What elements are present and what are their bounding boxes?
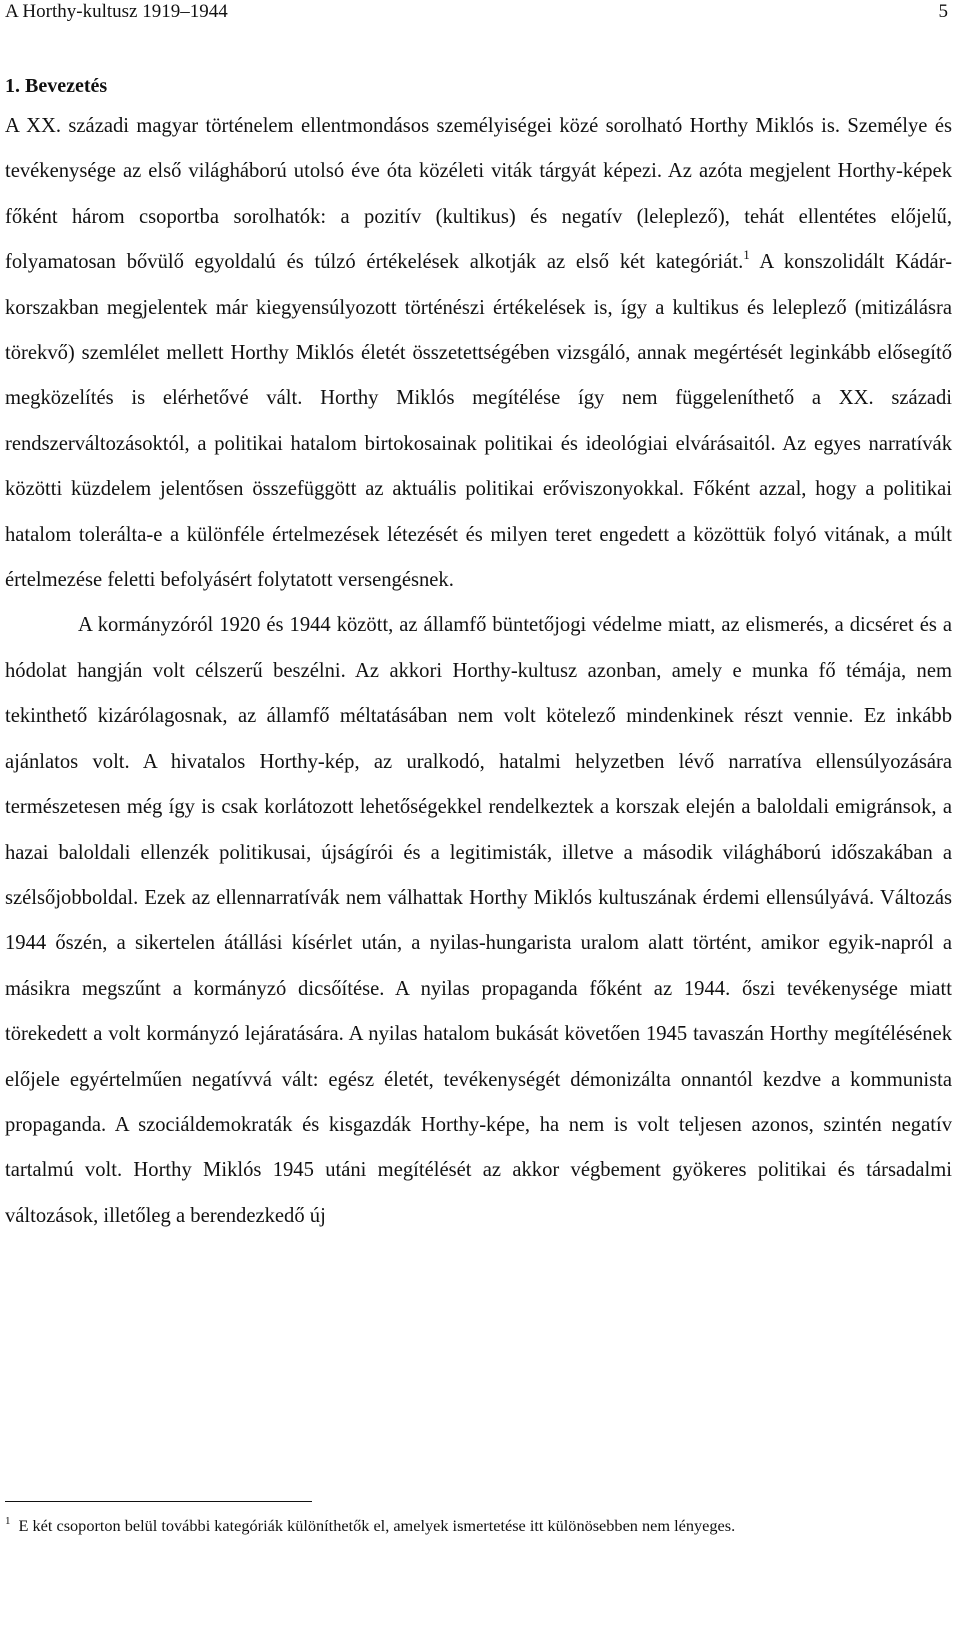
footnote-text: E két csoporton belül további kategóriák különíthetők el, amelyek ismertetése itt különösebben nem lényeges. [18, 1516, 736, 1535]
footnote-marker: 1 [5, 1515, 11, 1527]
footnote [5, 1514, 912, 1538]
footnote-divider [5, 1501, 312, 1502]
paragraph-2: A kormányzóról 1920 és 1944 között, az államfő büntetőjogi védelme miatt, az elismerés, a dicséret és a hódolat hangján volt célszerű beszélni. Az akkori Horthy-kultusz azonban, amely e munka fő témája, nem tekinthető kizárólagosnak, az államfő méltatásában nem volt kötelező mindenkinek részt vennie. Ez inkább ajánlatos volt. A hivatalos Horthy-kép, az uralkodó, hatalmi helyzetben lévő narratíva ellensúlyozására természetesen még így is csak korlátozott lehetőségekkel rendelkeztek a korszak elején a baloldali emigránsok, a hazai baloldali ellenzék politikusai, újságírói és a legitimisták, illetve a második világháború időszakában a szélsőjobboldal. Ezek az ellennarratívák nem válhattak Horthy Miklós kultuszának érdemi ellensúlyává. Változás 1944 őszén, a sikertelen átállási kísérlet után, a nyilas-hungarista uralom alatt történt, amikor egyik-napról a másikra megszűnt a kormányzó dicsőítése. A nyilas propaganda főként az 1944. őszi tevékenysége miatt törekedett a volt kormányzó lejáratására. A nyilas hatalom bukását követően 1945 tavaszán Horthy megítélésének előjele egyértelműen negatívvá vált: egész életét, tevékenységét démonizálta onnantól kezdve a kommunista propaganda. A szociáldemokraták és kisgazdák Horthy-képe, ha nem is volt teljesen azonos, szintén negatív tartalmú volt. Horthy Miklós 1945 utáni megítélését az akkor végbement gyökeres politikai és társadalmi változások, illetőleg a berendezkedő új [5, 614, 952, 1227]
paragraph-1 [5, 104, 952, 603]
running-head [5, 0, 948, 24]
paragraph-1-text-after-ref: A konszolidált Kádár-korszakban megjelentek már kiegyensúlyozott történészi értékelések is, így a kultikus és leleplező (mitizálásra törekvő) szemlélet mellett Horthy Miklós életét összetettségében vizsgáló, annak megértését leginkább elősegítő megközelítés is elérhetővé vált. Horthy Miklós megítélése így nem függeleníthető a XX. századi rendszerváltozásoktól, a politikai hatalom birtokosainak politikai és ideológiai elvárásaitól. Az egyes narratívák közötti küzdelem jelentősen összefüggött az aktuális politikai erőviszonyokkal. Főként azzal, hogy a politikai hatalom tolerálta-e a különféle értelmezések létezését és milyen teret engedett a közöttük folyó vitának, a múlt értelmezése feletti befolyásért folytatott versengésnek. [5, 251, 953, 592]
paragraph-1-text-before-ref: A XX. századi magyar történelem ellentmondásos személyiségei közé sorolható Horthy Miklós is. Személye és tevékenysége az első világháború utolsó éve óta közéleti viták tárgyát képezi. Az azóta megjelent Horthy-képek főként három csoportba sorolhatók: a pozitív (kultikus) és negatív (leleplező), tehát ellentétes előjelű, folyamatosan bővülő egyoldalú és túlzó értékelések alkotják az első két kategóriát. [5, 115, 952, 274]
running-head-title: A Horthy-kultusz 1919–1944 [5, 1, 228, 22]
page-number: 5 [938, 1, 948, 22]
section-heading: 1. Bevezetés [5, 75, 108, 97]
body-text [5, 104, 952, 1239]
footnote-reference[interactable]: 1 [743, 247, 750, 263]
